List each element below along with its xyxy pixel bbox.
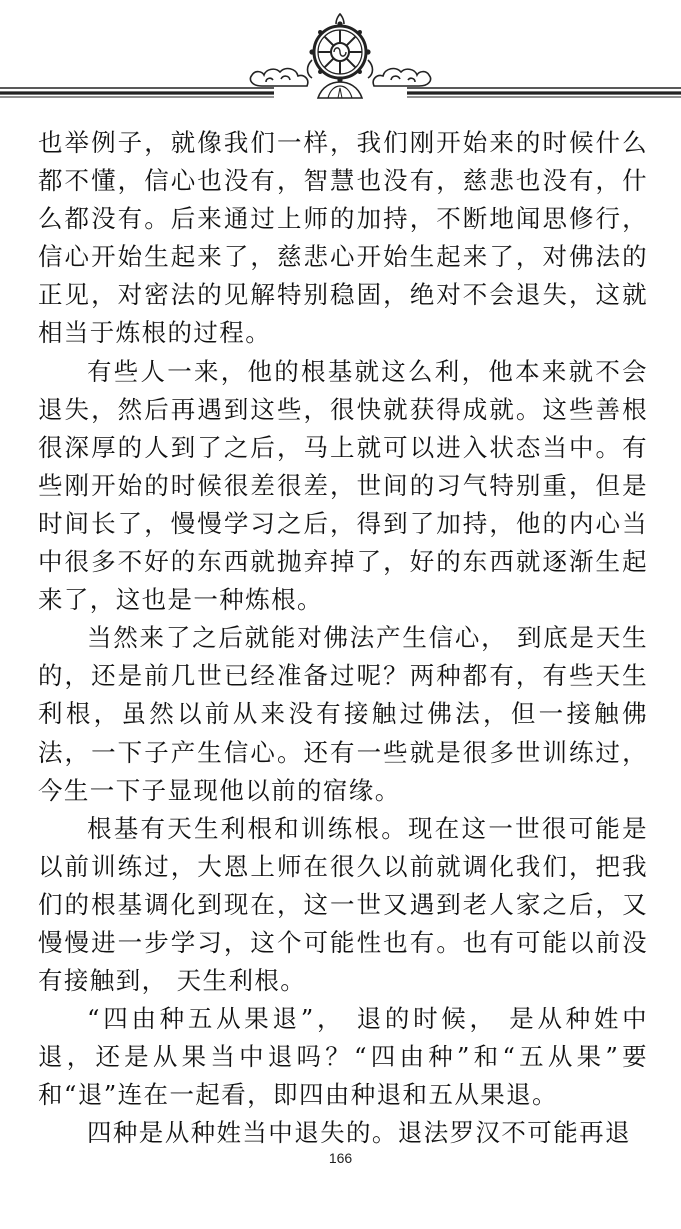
paragraph: 也举例子，就像我们一样，我们刚开始来的时候什么都不懂，信心也没有，智慧也没有，慈悲也没有，什么都没有。后来通过上师的加持，不断地闻思修行，信心开始生起来了，慈悲心开始生起来了，对佛法的正见，对密法的见解特别稳固，绝对不会退失，这就相当于炼根的过程。 [38,128,648,348]
paragraph: 四种是从种姓当中退失的。退法罗汉不可能再退 [87,1118,631,1148]
paragraph: 有些人一来，他的根基就这么利，他本来就不会退失，然后再遇到这些，很快就获得成就。这些善根很深厚的人到了之后，马上就可以进入状态当中。有些刚开始的时候很差很差，世间的习气特别重，但是时间长了，慢慢学习之后，得到了加持，他的内心当中很多不好的东西就抛弃掉了，好的东西就逐渐生起来了，这也是一种炼根。 [38,356,648,615]
dharma-wheel-icon [308,14,373,98]
main-text [38,124,648,1153]
paragraph: 根基有天生利根和训练根。现在这一世很可能是以前训练过，大恩上师在很久以前就调化我们，把我们的根基调化到现在，这一世又遇到老人家之后，又慢慢进一步学习，这个可能性也有。也有可能以前没有接触到， 天生利根。 [38,813,648,996]
paragraph: “四由种五从果退”， 退的时候， 是从种姓中退，还是从果当中退吗？“四由种”和“五从果”要和“退”连在一起看，即四由种退和五从果退。 [38,1004,648,1110]
page-header-ornament [0,0,681,110]
paragraph: 当然来了之后就能对佛法产生信心， 到底是天生的，还是前几世已经准备过呢？两种都有，有些天生利根，虽然以前从来没有接触过佛法，但一接触佛法，一下子产生信心。还有一些就是很多世训练过，今生一下子显现他以前的宿缘。 [38,623,648,805]
page-number: 166 [328,1150,353,1166]
right-cloud-icon [373,69,430,86]
left-cloud-icon [250,69,307,86]
